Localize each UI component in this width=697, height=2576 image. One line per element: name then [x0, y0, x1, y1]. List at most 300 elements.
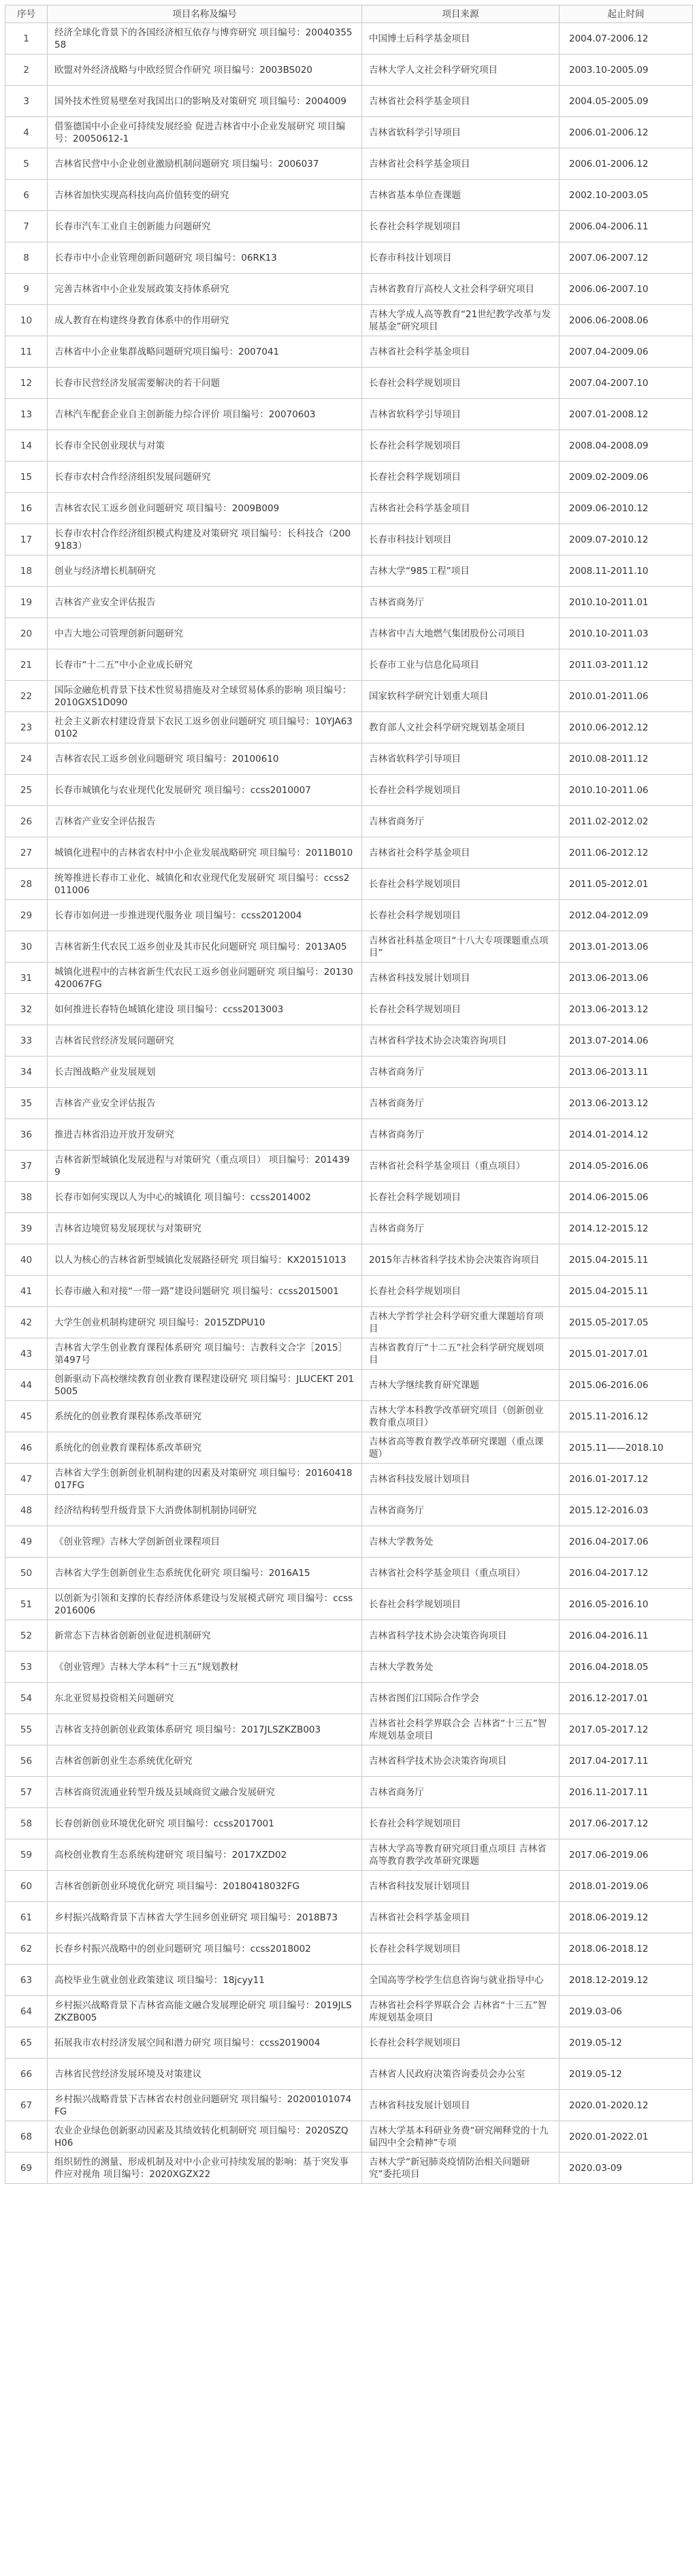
- project-name-cell: 创业与经济增长机制研究: [48, 556, 362, 587]
- project-name-cell: 长春市农村合作经济组织发展问题研究: [48, 462, 362, 493]
- row-number: 20: [5, 618, 48, 649]
- table-row: [5, 1996, 693, 2027]
- row-number: 11: [5, 336, 48, 368]
- table-row: [5, 1025, 693, 1057]
- period-cell: 2014.12-2015.12: [560, 1213, 693, 1244]
- period-cell: 2010.10-2011.06: [560, 775, 693, 806]
- table-row: [5, 2121, 693, 2153]
- row-number: 12: [5, 368, 48, 399]
- period-cell: 2013.06-2013.12: [560, 1088, 693, 1119]
- project-name-cell: 组织韧性的测量、形成机制及对中小企业可持续发展的影响：基于突发事件应对视角 项目编号：2020XGZX22: [48, 2153, 362, 2184]
- project-name-cell: 长春乡村振兴战略中的创业问题研究 项目编号：ccss2018002: [48, 1933, 362, 1965]
- project-name-cell: 国际金融危机背景下技术性贸易措施及对全球贸易体系的影响 项目编号：2010GXS1D090: [48, 681, 362, 712]
- row-number: 26: [5, 806, 48, 837]
- project-name-cell: 吉林汽车配套企业自主创新能力综合评价 项目编号：20070603: [48, 399, 362, 430]
- table-row: [5, 117, 693, 148]
- table-row: [5, 1745, 693, 1777]
- row-number: 34: [5, 1057, 48, 1088]
- table-row: [5, 180, 693, 211]
- project-source-cell: 吉林省中吉大地燃气集团股份公司项目: [362, 618, 560, 649]
- row-number: 14: [5, 430, 48, 462]
- project-name-cell: 中吉大地公司管理创新问题研究: [48, 618, 362, 649]
- project-source-cell: 长春社会科学规划项目: [362, 211, 560, 242]
- period-cell: 2011.06-2012.12: [560, 837, 693, 869]
- project-list: [5, 5, 692, 2184]
- table-row: [5, 837, 693, 869]
- row-number: 27: [5, 837, 48, 869]
- row-number: 1: [5, 23, 48, 54]
- project-name-cell: 吉林省商贸流通业转型升级及县域商贸文融合发展研究: [48, 1777, 362, 1808]
- period-cell: 2015.05-2017.05: [560, 1307, 693, 1338]
- table-row: [5, 1933, 693, 1965]
- project-source-cell: 中国博士后科学基金项目: [362, 23, 560, 54]
- project-source-cell: 吉林省社会科学基金项目（重点项目）: [362, 1150, 560, 1182]
- project-source-cell: 长春市科技计划项目: [362, 524, 560, 556]
- project-source-cell: 吉林大学高等教育研究项目重点项目 吉林省高等教育教学改革研究课题: [362, 1839, 560, 1871]
- table-row: [5, 869, 693, 900]
- table-row: [5, 743, 693, 775]
- table-row: [5, 556, 693, 587]
- table-row: [5, 1370, 693, 1401]
- table-row: [5, 1119, 693, 1150]
- project-name-cell: 以创新为引领和支撑的长春经济体系建设与发展模式研究 项目编号：ccss2016006: [48, 1589, 362, 1620]
- table-row: [5, 1902, 693, 1933]
- period-cell: 2018.12-2019.12: [560, 1965, 693, 1996]
- project-source-cell: 吉林省社会科学界联合会 吉林省“十三五”智库规划基金项目: [362, 1714, 560, 1745]
- row-number: 53: [5, 1652, 48, 1683]
- row-number: 56: [5, 1745, 48, 1777]
- period-cell: 2009.02-2009.06: [560, 462, 693, 493]
- period-cell: 2010.10-2011.01: [560, 587, 693, 618]
- project-source-cell: 长春社会科学规划项目: [362, 1276, 560, 1307]
- project-source-cell: 吉林大学“新冠肺炎疫情防治相关问题研究”委托项目: [362, 2153, 560, 2184]
- table-row: [5, 587, 693, 618]
- project-source-cell: 吉林省人民政府决策咨询委员会办公室: [362, 2059, 560, 2090]
- row-number: 60: [5, 1871, 48, 1902]
- row-number: 21: [5, 649, 48, 681]
- row-number: 30: [5, 931, 48, 963]
- row-number: 5: [5, 148, 48, 180]
- project-name-cell: 长春创新创业环境优化研究 项目编号：ccss2017001: [48, 1808, 362, 1839]
- period-cell: 2015.04-2015.11: [560, 1276, 693, 1307]
- row-number: 57: [5, 1777, 48, 1808]
- row-number: 44: [5, 1370, 48, 1401]
- header-seq: 序号: [5, 5, 48, 23]
- project-name-cell: 吉林省创新创业生态系统优化研究: [48, 1745, 362, 1777]
- period-cell: 2015.12-2016.03: [560, 1495, 693, 1526]
- period-cell: 2002.10-2003.05: [560, 180, 693, 211]
- period-cell: 2006.06-2007.10: [560, 274, 693, 305]
- project-source-cell: 吉林省商务厅: [362, 587, 560, 618]
- table-row: [5, 1338, 693, 1370]
- row-number: 38: [5, 1182, 48, 1213]
- row-number: 24: [5, 743, 48, 775]
- project-source-cell: 吉林省社会科学基金项目: [362, 148, 560, 180]
- project-source-cell: 吉林省软科学引导项目: [362, 743, 560, 775]
- project-source-cell: 长春社会科学规划项目: [362, 869, 560, 900]
- period-cell: 2011.03-2011.12: [560, 649, 693, 681]
- table-row: [5, 1839, 693, 1871]
- period-cell: 2018.01-2019.06: [560, 1871, 693, 1902]
- project-source-cell: 吉林省商务厅: [362, 1088, 560, 1119]
- project-name-cell: 创新驱动下高校继续教育创业教育课程建设研究 项目编号：JLUCEKT 2015005: [48, 1370, 362, 1401]
- table-row: [5, 274, 693, 305]
- project-name-cell: 东北亚贸易投资相关问题研究: [48, 1683, 362, 1714]
- period-cell: 2013.06-2013.12: [560, 994, 693, 1025]
- row-number: 10: [5, 305, 48, 336]
- project-source-cell: 吉林省商务厅: [362, 1777, 560, 1808]
- row-number: 16: [5, 493, 48, 524]
- project-name-cell: 长春市如何实现以人为中心的城镇化 项目编号：ccss2014002: [48, 1182, 362, 1213]
- period-cell: 2009.07-2010.12: [560, 524, 693, 556]
- period-cell: 2010.06-2012.12: [560, 712, 693, 743]
- header-period: 起止时间: [560, 5, 693, 23]
- period-cell: 2020.01-2022.01: [560, 2121, 693, 2153]
- project-source-cell: 吉林省社会科学基金项目: [362, 837, 560, 869]
- row-number: 22: [5, 681, 48, 712]
- table-row: [5, 368, 693, 399]
- project-source-cell: 吉林省软科学引导项目: [362, 399, 560, 430]
- row-number: 15: [5, 462, 48, 493]
- row-number: 59: [5, 1839, 48, 1871]
- table-row: [5, 775, 693, 806]
- table-row: [5, 931, 693, 963]
- period-cell: 2015.01-2017.01: [560, 1338, 693, 1370]
- project-source-cell: 吉林省社会科学基金项目: [362, 336, 560, 368]
- project-name-cell: 成人教育在构建终身教育体系中的作用研究: [48, 305, 362, 336]
- project-name-cell: 吉林省农民工返乡创业问题研究 项目编号：2009B009: [48, 493, 362, 524]
- row-number: 9: [5, 274, 48, 305]
- project-source-cell: 吉林省科技发展计划项目: [362, 1464, 560, 1495]
- row-number: 7: [5, 211, 48, 242]
- period-cell: 2015.11-2016.12: [560, 1401, 693, 1432]
- project-name-cell: 《创业管理》吉林大学本科“十三五”规划教材: [48, 1652, 362, 1683]
- period-cell: 2008.11-2011.10: [560, 556, 693, 587]
- project-source-cell: 吉林大学人文社会科学研究项目: [362, 54, 560, 86]
- row-number: 42: [5, 1307, 48, 1338]
- project-name-cell: 新常态下吉林省创新创业促进机制研究: [48, 1620, 362, 1652]
- project-name-cell: 国外技术性贸易壁垒对我国出口的影响及对策研究 项目编号：2004009: [48, 86, 362, 117]
- project-source-cell: 吉林省教育厅“十二五”社会科学研究规划项目: [362, 1338, 560, 1370]
- row-number: 65: [5, 2027, 48, 2059]
- project-name-cell: 吉林省民营经济发展环境及对策建议: [48, 2059, 362, 2090]
- project-name-cell: 吉林省民营中小企业创业激励机制问题研究 项目编号：2006037: [48, 148, 362, 180]
- period-cell: 2019.03-06: [560, 1996, 693, 2027]
- table-row: [5, 1244, 693, 1276]
- table-row: [5, 2027, 693, 2059]
- header-project-source: 项目来源: [362, 5, 560, 23]
- table-row: [5, 305, 693, 336]
- project-source-cell: 吉林大学成人高等教育“21世纪教学改革与发展基金”研究项目: [362, 305, 560, 336]
- table-row: [5, 1652, 693, 1683]
- project-name-cell: 经济全球化背景下的各国经济相互依存与博弈研究 项目编号：2004035558: [48, 23, 362, 54]
- project-source-cell: 吉林大学教务处: [362, 1652, 560, 1683]
- period-cell: 2019.05-12: [560, 2059, 693, 2090]
- row-number: 49: [5, 1526, 48, 1558]
- row-number: 41: [5, 1276, 48, 1307]
- project-source-cell: 吉林省教育厅高校人文社会科学研究项目: [362, 274, 560, 305]
- row-number: 46: [5, 1432, 48, 1464]
- table-row: [5, 1182, 693, 1213]
- period-cell: 2016.01-2017.12: [560, 1464, 693, 1495]
- project-name-cell: 拓展我市农村经济发展空间和潜力研究 项目编号：ccss2019004: [48, 2027, 362, 2059]
- project-source-cell: 长春社会科学规划项目: [362, 994, 560, 1025]
- row-number: 28: [5, 869, 48, 900]
- project-name-cell: 吉林省新生代农民工返乡创业及其市民化问题研究 项目编号：2013A05: [48, 931, 362, 963]
- project-name-cell: 吉林省创新创业环境优化研究 项目编号：20180418032FG: [48, 1871, 362, 1902]
- project-source-cell: 吉林省软科学引导项目: [362, 117, 560, 148]
- period-cell: 2011.05-2012.01: [560, 869, 693, 900]
- table-row: [5, 1276, 693, 1307]
- project-source-cell: 吉林省科技发展计划项目: [362, 2090, 560, 2121]
- project-source-cell: 吉林省科技发展计划项目: [362, 963, 560, 994]
- row-number: 63: [5, 1965, 48, 1996]
- table-row: [5, 1777, 693, 1808]
- row-number: 47: [5, 1464, 48, 1495]
- period-cell: 2013.06-2013.11: [560, 1057, 693, 1088]
- period-cell: 2020.03-09: [560, 2153, 693, 2184]
- project-name-cell: 吉林省大学生创新创业生态系统优化研究 项目编号：2016A15: [48, 1558, 362, 1589]
- period-cell: 2010.08-2011.12: [560, 743, 693, 775]
- project-source-cell: 吉林省商务厅: [362, 1119, 560, 1150]
- period-cell: 2017.06-2019.06: [560, 1839, 693, 1871]
- table-row: [5, 618, 693, 649]
- table-row: [5, 524, 693, 556]
- project-source-cell: 吉林省科学技术协会决策咨询项目: [362, 1620, 560, 1652]
- project-name-cell: 以人为核心的吉林省新型城镇化发展路径研究 项目编号：KX20151013: [48, 1244, 362, 1276]
- row-number: 54: [5, 1683, 48, 1714]
- period-cell: 2016.04-2018.05: [560, 1652, 693, 1683]
- project-name-cell: 高校毕业生就业创业政策建议 项目编号：18jcyy11: [48, 1965, 362, 1996]
- row-number: 66: [5, 2059, 48, 2090]
- period-cell: 2018.06-2019.12: [560, 1902, 693, 1933]
- project-name-cell: 长春市全民创业现状与对策: [48, 430, 362, 462]
- row-number: 17: [5, 524, 48, 556]
- project-source-cell: 吉林省社会科学基金项目（重点项目）: [362, 1558, 560, 1589]
- project-source-cell: 教育部人文社会科学研究规划基金项目: [362, 712, 560, 743]
- table-row: [5, 1871, 693, 1902]
- row-number: 4: [5, 117, 48, 148]
- row-number: 6: [5, 180, 48, 211]
- table-row: [5, 1558, 693, 1589]
- project-source-cell: 长春社会科学规划项目: [362, 1933, 560, 1965]
- project-source-cell: 长春市工业与信息化局项目: [362, 649, 560, 681]
- period-cell: 2006.01-2006.12: [560, 117, 693, 148]
- projects-table: [5, 5, 693, 2184]
- row-number: 45: [5, 1401, 48, 1432]
- period-cell: 2016.04-2016.11: [560, 1620, 693, 1652]
- project-source-cell: 吉林省科学技术协会决策咨询项目: [362, 1745, 560, 1777]
- period-cell: 2019.05-12: [560, 2027, 693, 2059]
- project-name-cell: 统筹推进长春市工业化、城镇化和农业现代化发展研究 项目编号：ccss2011006: [48, 869, 362, 900]
- table-row: [5, 649, 693, 681]
- row-number: 51: [5, 1589, 48, 1620]
- period-cell: 2003.10-2005.09: [560, 54, 693, 86]
- row-number: 52: [5, 1620, 48, 1652]
- row-number: 19: [5, 587, 48, 618]
- period-cell: 2013.06-2013.06: [560, 963, 693, 994]
- row-number: 43: [5, 1338, 48, 1370]
- project-name-cell: 吉林省产业安全评估报告: [48, 587, 362, 618]
- project-name-cell: 完善吉林省中小企业发展政策支持体系研究: [48, 274, 362, 305]
- row-number: 36: [5, 1119, 48, 1150]
- project-name-cell: 吉林省支持创新创业政策体系研究 项目编号：2017JLSZKZB003: [48, 1714, 362, 1745]
- period-cell: 2006.06-2008.06: [560, 305, 693, 336]
- project-source-cell: 吉林大学本科教学改革研究项目（创新创业教育重点项目）: [362, 1401, 560, 1432]
- period-cell: 2007.04-2009.06: [560, 336, 693, 368]
- project-source-cell: 长春市科技计划项目: [362, 242, 560, 274]
- table-row: [5, 2090, 693, 2121]
- project-name-cell: 吉林省新型城镇化发展进程与对策研究（重点项目） 项目编号：2014399: [48, 1150, 362, 1182]
- row-number: 31: [5, 963, 48, 994]
- project-name-cell: 吉林省产业安全评估报告: [48, 1088, 362, 1119]
- row-number: 68: [5, 2121, 48, 2153]
- period-cell: 2010.10-2011.03: [560, 618, 693, 649]
- table-row: [5, 1965, 693, 1996]
- table-row: [5, 994, 693, 1025]
- row-number: 8: [5, 242, 48, 274]
- period-cell: 2015.06-2016.06: [560, 1370, 693, 1401]
- project-name-cell: 借鉴德国中小企业可持续发展经验 促进吉林省中小企业发展研究 项目编号：20050612-1: [48, 117, 362, 148]
- project-source-cell: 吉林省社会科学基金项目: [362, 1902, 560, 1933]
- period-cell: 2016.05-2016.10: [560, 1589, 693, 1620]
- row-number: 39: [5, 1213, 48, 1244]
- period-cell: 2017.04-2017.11: [560, 1745, 693, 1777]
- project-source-cell: 吉林省商务厅: [362, 1213, 560, 1244]
- period-cell: 2007.01-2008.12: [560, 399, 693, 430]
- table-row: [5, 1495, 693, 1526]
- period-cell: 2006.04-2006.11: [560, 211, 693, 242]
- period-cell: 2009.06-2010.12: [560, 493, 693, 524]
- table-row: [5, 1589, 693, 1620]
- period-cell: 2017.05-2017.12: [560, 1714, 693, 1745]
- project-name-cell: 吉林省大学生创业教育课程体系研究 项目编号：吉教科文合字［2015］第497号: [48, 1338, 362, 1370]
- project-name-cell: 吉林省民营经济发展问题研究: [48, 1025, 362, 1057]
- period-cell: 2016.04-2017.06: [560, 1526, 693, 1558]
- project-source-cell: 长春社会科学规划项目: [362, 368, 560, 399]
- row-number: 25: [5, 775, 48, 806]
- row-number: 55: [5, 1714, 48, 1745]
- project-source-cell: 长春社会科学规划项目: [362, 2027, 560, 2059]
- table-row: [5, 1307, 693, 1338]
- row-number: 58: [5, 1808, 48, 1839]
- period-cell: 2012.04-2012.09: [560, 900, 693, 931]
- period-cell: 2008.04-2008.09: [560, 430, 693, 462]
- table-row: [5, 86, 693, 117]
- project-source-cell: 吉林大学继续教育研究课题: [362, 1370, 560, 1401]
- project-source-cell: 吉林省高等教育教学改革研究课题（重点课题）: [362, 1432, 560, 1464]
- project-name-cell: 长春市农村合作经济组织模式构建及对策研究 项目编号：长科技合（2009183）: [48, 524, 362, 556]
- project-source-cell: 吉林大学教务处: [362, 1526, 560, 1558]
- table-row: [5, 23, 693, 54]
- period-cell: 2014.01-2014.12: [560, 1119, 693, 1150]
- table-row: [5, 1620, 693, 1652]
- project-source-cell: 吉林省基本单位查课题: [362, 180, 560, 211]
- project-name-cell: 社会主义新农村建设背景下农民工返乡创业问题研究 项目编号：10YJA630102: [48, 712, 362, 743]
- period-cell: 2015.11——2018.10: [560, 1432, 693, 1464]
- row-number: 35: [5, 1088, 48, 1119]
- table-row: [5, 430, 693, 462]
- project-source-cell: 吉林大学“985工程”项目: [362, 556, 560, 587]
- table-row: [5, 1432, 693, 1464]
- table-row: [5, 493, 693, 524]
- table-row: [5, 1683, 693, 1714]
- table-row: [5, 900, 693, 931]
- row-number: 18: [5, 556, 48, 587]
- row-number: 62: [5, 1933, 48, 1965]
- project-name-cell: 吉林省加快实现高科技向高价值转变的研究: [48, 180, 362, 211]
- project-name-cell: 欧盟对外经济战略与中欧经贸合作研究 项目编号：2003BS020: [48, 54, 362, 86]
- table-row: [5, 1526, 693, 1558]
- row-number: 2: [5, 54, 48, 86]
- table-row: [5, 399, 693, 430]
- table-row: [5, 963, 693, 994]
- project-source-cell: 长春社会科学规划项目: [362, 1182, 560, 1213]
- project-source-cell: 吉林省社会科学基金项目: [362, 493, 560, 524]
- period-cell: 2013.01-2013.06: [560, 931, 693, 963]
- row-number: 48: [5, 1495, 48, 1526]
- row-number: 32: [5, 994, 48, 1025]
- row-number: 29: [5, 900, 48, 931]
- project-name-cell: 经济结构转型升级背景下大消费体制机制协同研究: [48, 1495, 362, 1526]
- project-name-cell: 长春市融入和对接“一带一路”建设问题研究 项目编号：ccss2015001: [48, 1276, 362, 1307]
- row-number: 69: [5, 2153, 48, 2184]
- table-row: [5, 462, 693, 493]
- project-source-cell: 吉林大学哲学社会科学研究重大课题培育项目: [362, 1307, 560, 1338]
- project-name-cell: 长吉图战略产业发展规划: [48, 1057, 362, 1088]
- project-source-cell: 吉林省商务厅: [362, 1057, 560, 1088]
- project-source-cell: 吉林省商务厅: [362, 1495, 560, 1526]
- table-row: [5, 2153, 693, 2184]
- project-name-cell: 城镇化进程中的吉林省农村中小企业发展战略研究 项目编号：2011B010: [48, 837, 362, 869]
- project-name-cell: 《创业管理》吉林大学创新创业课程项目: [48, 1526, 362, 1558]
- table-header: [5, 5, 693, 23]
- table-row: [5, 242, 693, 274]
- period-cell: 2004.05-2005.09: [560, 86, 693, 117]
- project-source-cell: 吉林省商务厅: [362, 806, 560, 837]
- project-name-cell: 系统化的创业教育课程体系改革研究: [48, 1401, 362, 1432]
- project-source-cell: 吉林省科学技术协会决策咨询项目: [362, 1025, 560, 1057]
- project-source-cell: 2015年吉林省科学技术协会决策咨询项目: [362, 1244, 560, 1276]
- period-cell: 2013.07-2014.06: [560, 1025, 693, 1057]
- project-source-cell: 长春社会科学规划项目: [362, 900, 560, 931]
- row-number: 50: [5, 1558, 48, 1589]
- period-cell: 2016.11-2017.11: [560, 1777, 693, 1808]
- project-name-cell: 长春市如何进一步推进现代服务业 项目编号：ccss2012004: [48, 900, 362, 931]
- table-row: [5, 211, 693, 242]
- period-cell: 2006.01-2006.12: [560, 148, 693, 180]
- project-source-cell: 长春社会科学规划项目: [362, 775, 560, 806]
- project-name-cell: 推进吉林省沿边开放开发研究: [48, 1119, 362, 1150]
- table-row: [5, 712, 693, 743]
- table-body: [5, 23, 693, 2184]
- project-name-cell: 长春市民营经济发展需要解决的若干问题: [48, 368, 362, 399]
- project-name-cell: 吉林省农民工返乡创业问题研究 项目编号：20100610: [48, 743, 362, 775]
- period-cell: 2014.06-2015.06: [560, 1182, 693, 1213]
- header-project-name: 项目名称及编号: [48, 5, 362, 23]
- table-row: [5, 1808, 693, 1839]
- project-source-cell: 长春社会科学规划项目: [362, 462, 560, 493]
- project-name-cell: 长春市“十二五”中小企业成长研究: [48, 649, 362, 681]
- period-cell: 2017.06-2017.12: [560, 1808, 693, 1839]
- period-cell: 2007.04-2007.10: [560, 368, 693, 399]
- project-name-cell: 长春市中小企业管理创新问题研究 项目编号：06RK13: [48, 242, 362, 274]
- row-number: 40: [5, 1244, 48, 1276]
- project-source-cell: 吉林省社科基金项目“十八大专项课题重点项目”: [362, 931, 560, 963]
- period-cell: 2004.07-2006.12: [560, 23, 693, 54]
- project-name-cell: 长春市城镇化与农业现代化发展研究 项目编号：ccss2010007: [48, 775, 362, 806]
- row-number: 64: [5, 1996, 48, 2027]
